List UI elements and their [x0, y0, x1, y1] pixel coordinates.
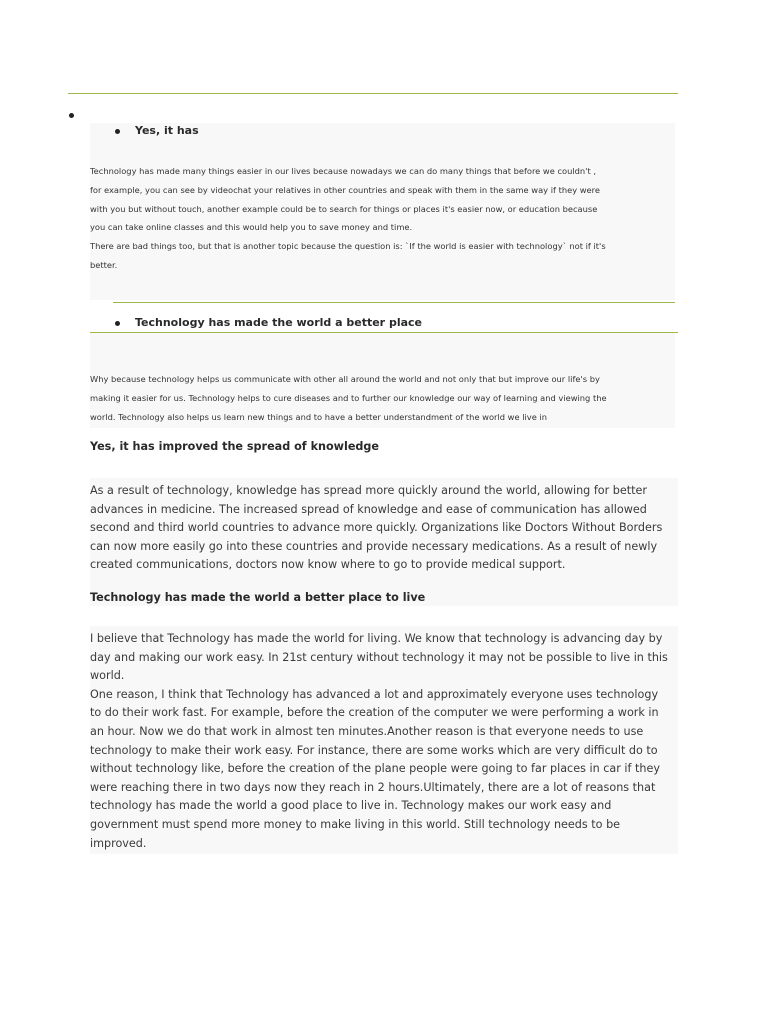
text-line: were reaching there in two days now they reach in 2 hours.Ultimately, there are a lot of reasons that — [90, 780, 656, 794]
answer-heading-3: Yes, it has improved the spread of knowledge — [90, 440, 380, 453]
list-bullet — [115, 321, 120, 326]
text-line: world. — [90, 669, 125, 683]
text-line: improved. — [90, 836, 147, 850]
text-line: can now more easily go into these countries and provide necessary medications. As a result of newly — [90, 539, 658, 553]
text-line: created communications, doctors now know where to go to provide medical support. — [90, 558, 566, 572]
answer-heading-1: Yes, it has — [135, 124, 199, 137]
text-line: an hour. Now we do that work in almost ten minutes.Another reason is that everyone needs to use — [90, 724, 644, 738]
empty-list-bullet — [69, 113, 74, 118]
text-line: you can take online classes and this would help you to save money and time. — [90, 222, 413, 233]
text-line: with you but without touch, another example could be to search for things or places it's easier now, or education because — [90, 203, 598, 214]
text-line: There are bad things too, but that is another topic because the question is: `If the world is easier with technology` not if it's — [90, 241, 606, 252]
text-line: second and third world countries to advance more quickly. Organizations like Doctors Without Borders — [90, 521, 663, 535]
text-line: government must spend more money to make living in this world. Still technology needs to be — [90, 817, 621, 831]
text-line: for example, you can see by videochat your relatives in other countries and speak with them in the same way if they were — [90, 184, 600, 195]
answer-text-2 — [90, 370, 680, 426]
text-line: Why because technology helps us communicate with other all around the world and not only that but improve our life's by — [90, 374, 600, 384]
text-line: As a result of technology, knowledge has spread more quickly around the world, allowing for better — [90, 484, 648, 497]
text-line: technology to make their work easy. For instance, there are some works which are very difficult do to — [90, 743, 658, 757]
text-line: without technology like, before the creation of the plane people were going to far places in car if they — [90, 762, 660, 776]
text-line: to do their work fast. For example, before the creation of the computer we were performing a work in — [90, 706, 659, 720]
text-line: making it easier for us. Technology helps to cure diseases and to further our knowledge our way of learning and viewing the — [90, 392, 607, 403]
text-line: advances in medicine. The increased spread of knowledge and ease of communication has allowed — [90, 502, 647, 516]
top-divider — [68, 93, 678, 94]
answer-text-1 — [90, 162, 680, 275]
answer-heading-2: Technology has made the world a better place — [135, 316, 422, 329]
text-line: Technology has made many things easier in our lives because nowadays we can do many things that before we couldn't , — [90, 166, 596, 176]
answer-text-3 — [90, 482, 680, 575]
text-line: better. — [90, 259, 118, 270]
answer-text-4 — [90, 630, 680, 853]
text-line: day and making our work easy. In 21st century without technology it may not be possible to live in this — [90, 650, 668, 664]
answer-heading-4: Technology has made the world a better place to live — [90, 591, 426, 604]
list-bullet — [115, 129, 120, 134]
text-line: I believe that Technology has made the world for living. We know that technology is advancing day by — [90, 632, 663, 645]
text-line: world. Technology also helps us learn new things and to have a better understandment of the world we live in — [90, 411, 548, 422]
text-line: technology has made the world a good place to live in. Technology makes our work easy and — [90, 799, 612, 813]
section-divider — [113, 302, 675, 303]
text-line: One reason, I think that Technology has advanced a lot and approximately everyone uses technology — [90, 687, 659, 701]
